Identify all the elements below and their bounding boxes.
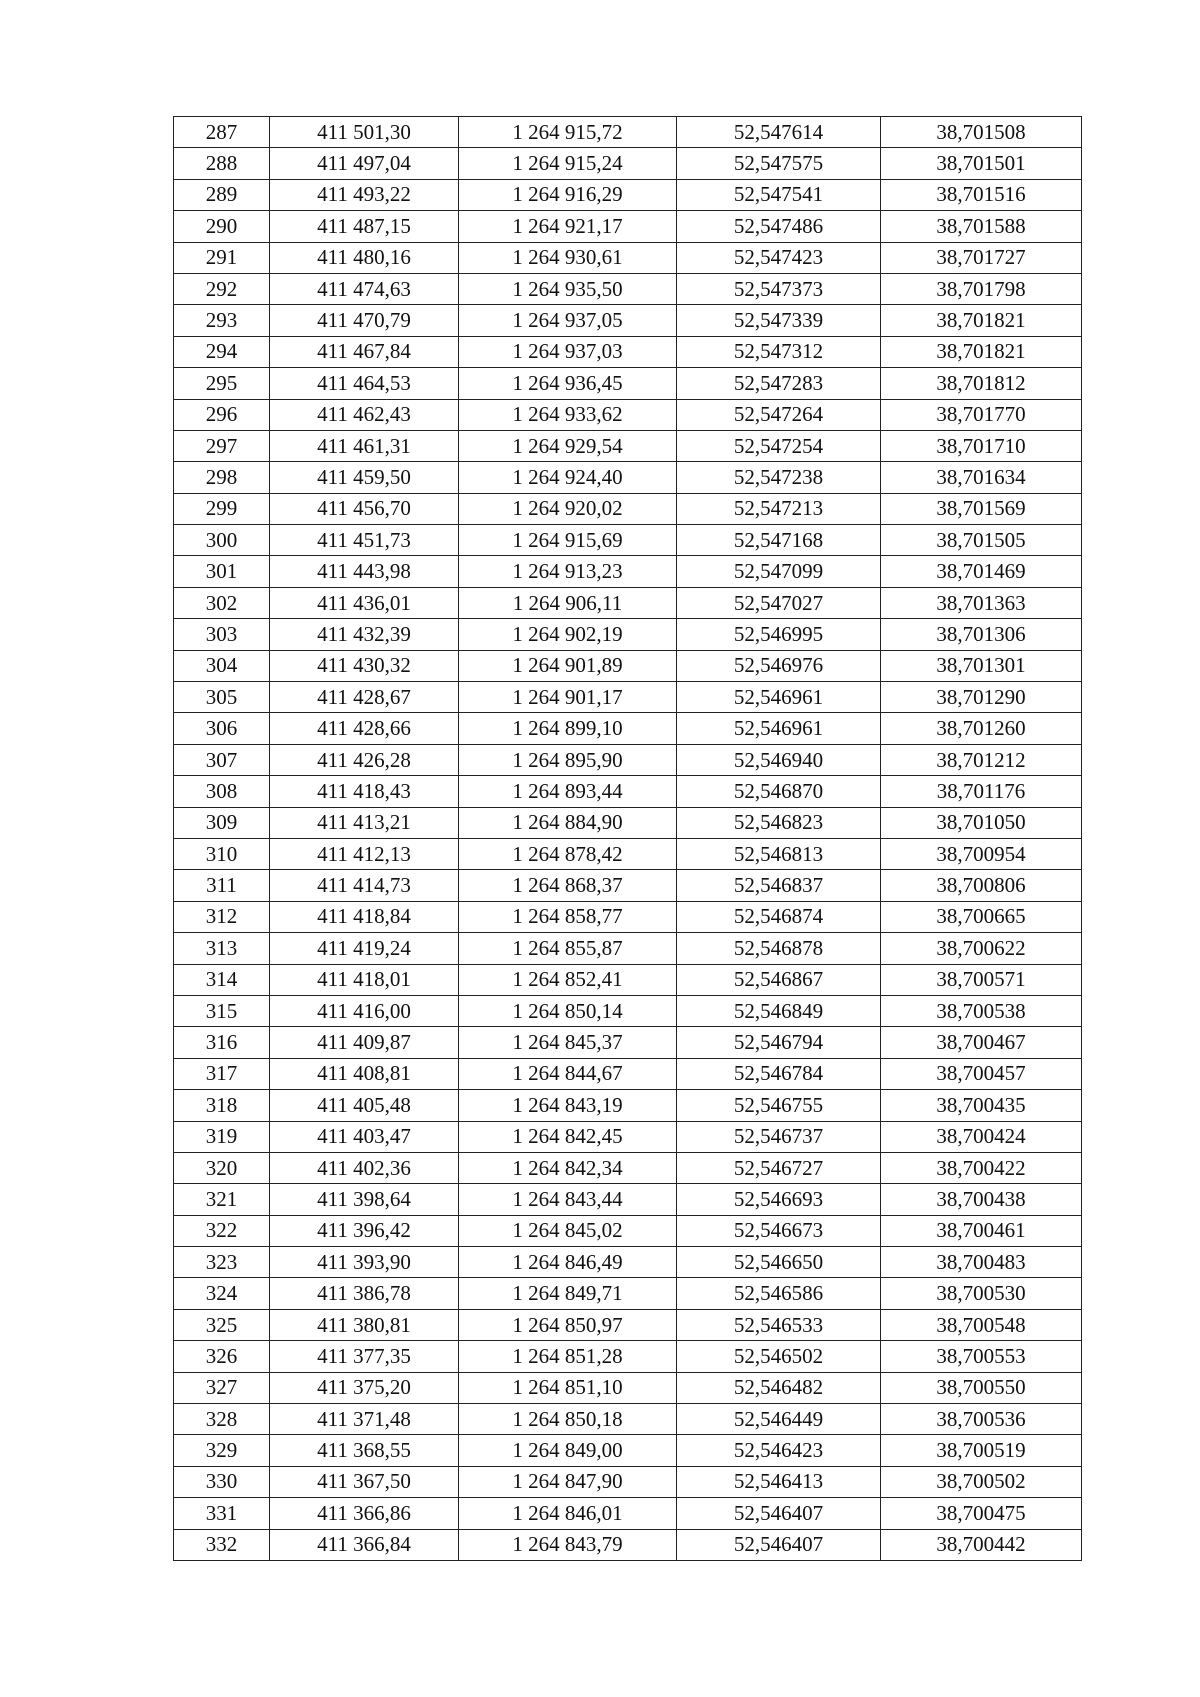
x-coordinate-cell: 411 428,67: [270, 682, 459, 713]
y-coordinate-cell: 1 264 850,97: [459, 1309, 677, 1340]
latitude-cell: 52,547486: [677, 211, 881, 242]
point-number-cell: 329: [174, 1435, 270, 1466]
latitude-cell: 52,546870: [677, 776, 881, 807]
longitude-cell: 38,700422: [881, 1152, 1082, 1183]
longitude-cell: 38,701505: [881, 525, 1082, 556]
latitude-cell: 52,546673: [677, 1215, 881, 1246]
y-coordinate-cell: 1 264 850,14: [459, 995, 677, 1026]
table-row: [174, 556, 1082, 587]
x-coordinate-cell: 411 428,66: [270, 713, 459, 744]
x-coordinate-cell: 411 414,73: [270, 870, 459, 901]
latitude-cell: 52,547099: [677, 556, 881, 587]
x-coordinate-cell: 411 418,01: [270, 964, 459, 995]
x-coordinate-cell: 411 396,42: [270, 1215, 459, 1246]
latitude-cell: 52,546784: [677, 1058, 881, 1089]
point-number-cell: 293: [174, 305, 270, 336]
x-coordinate-cell: 411 487,15: [270, 211, 459, 242]
table-row: [174, 368, 1082, 399]
longitude-cell: 38,701634: [881, 462, 1082, 493]
latitude-cell: 52,546413: [677, 1466, 881, 1497]
x-coordinate-cell: 411 459,50: [270, 462, 459, 493]
point-number-cell: 306: [174, 713, 270, 744]
longitude-cell: 38,700806: [881, 870, 1082, 901]
latitude-cell: 52,546407: [677, 1529, 881, 1560]
x-coordinate-cell: 411 474,63: [270, 273, 459, 304]
y-coordinate-cell: 1 264 851,28: [459, 1341, 677, 1372]
table-row: [174, 525, 1082, 556]
longitude-cell: 38,700538: [881, 995, 1082, 1026]
x-coordinate-cell: 411 386,78: [270, 1278, 459, 1309]
point-number-cell: 318: [174, 1090, 270, 1121]
longitude-cell: 38,701469: [881, 556, 1082, 587]
point-number-cell: 316: [174, 1027, 270, 1058]
x-coordinate-cell: 411 432,39: [270, 619, 459, 650]
table-row: [174, 305, 1082, 336]
latitude-cell: 52,546693: [677, 1184, 881, 1215]
x-coordinate-cell: 411 418,43: [270, 776, 459, 807]
table-row: [174, 179, 1082, 210]
x-coordinate-cell: 411 366,84: [270, 1529, 459, 1560]
table-row: [174, 1278, 1082, 1309]
table-row: [174, 1247, 1082, 1278]
longitude-cell: 38,701176: [881, 776, 1082, 807]
x-coordinate-cell: 411 412,13: [270, 838, 459, 869]
table-row: [174, 964, 1082, 995]
y-coordinate-cell: 1 264 878,42: [459, 838, 677, 869]
latitude-cell: 52,546849: [677, 995, 881, 1026]
point-number-cell: 288: [174, 148, 270, 179]
y-coordinate-cell: 1 264 936,45: [459, 368, 677, 399]
longitude-cell: 38,701363: [881, 587, 1082, 618]
y-coordinate-cell: 1 264 920,02: [459, 493, 677, 524]
y-coordinate-cell: 1 264 930,61: [459, 242, 677, 273]
latitude-cell: 52,546874: [677, 901, 881, 932]
latitude-cell: 52,546961: [677, 713, 881, 744]
x-coordinate-cell: 411 416,00: [270, 995, 459, 1026]
latitude-cell: 52,546650: [677, 1247, 881, 1278]
longitude-cell: 38,700483: [881, 1247, 1082, 1278]
longitude-cell: 38,701588: [881, 211, 1082, 242]
longitude-cell: 38,701050: [881, 807, 1082, 838]
latitude-cell: 52,547238: [677, 462, 881, 493]
y-coordinate-cell: 1 264 933,62: [459, 399, 677, 430]
table-row: [174, 1435, 1082, 1466]
x-coordinate-cell: 411 467,84: [270, 336, 459, 367]
x-coordinate-cell: 411 371,48: [270, 1404, 459, 1435]
table-row: [174, 901, 1082, 932]
longitude-cell: 38,700519: [881, 1435, 1082, 1466]
longitude-cell: 38,700550: [881, 1372, 1082, 1403]
x-coordinate-cell: 411 409,87: [270, 1027, 459, 1058]
point-number-cell: 328: [174, 1404, 270, 1435]
latitude-cell: 52,546502: [677, 1341, 881, 1372]
longitude-cell: 38,700571: [881, 964, 1082, 995]
point-number-cell: 302: [174, 587, 270, 618]
y-coordinate-cell: 1 264 846,01: [459, 1498, 677, 1529]
point-number-cell: 303: [174, 619, 270, 650]
y-coordinate-cell: 1 264 842,34: [459, 1152, 677, 1183]
table-row: [174, 211, 1082, 242]
x-coordinate-cell: 411 426,28: [270, 744, 459, 775]
table-row: [174, 1058, 1082, 1089]
latitude-cell: 52,547027: [677, 587, 881, 618]
point-number-cell: 309: [174, 807, 270, 838]
longitude-cell: 38,701727: [881, 242, 1082, 273]
x-coordinate-cell: 411 501,30: [270, 117, 459, 148]
table-row: [174, 1404, 1082, 1435]
point-number-cell: 321: [174, 1184, 270, 1215]
y-coordinate-cell: 1 264 901,17: [459, 682, 677, 713]
latitude-cell: 52,546961: [677, 682, 881, 713]
y-coordinate-cell: 1 264 849,00: [459, 1435, 677, 1466]
latitude-cell: 52,547614: [677, 117, 881, 148]
longitude-cell: 38,701798: [881, 273, 1082, 304]
longitude-cell: 38,700475: [881, 1498, 1082, 1529]
longitude-cell: 38,700553: [881, 1341, 1082, 1372]
latitude-cell: 52,547423: [677, 242, 881, 273]
point-number-cell: 296: [174, 399, 270, 430]
y-coordinate-cell: 1 264 844,67: [459, 1058, 677, 1089]
x-coordinate-cell: 411 462,43: [270, 399, 459, 430]
longitude-cell: 38,701821: [881, 336, 1082, 367]
latitude-cell: 52,546586: [677, 1278, 881, 1309]
table-row: [174, 117, 1082, 148]
y-coordinate-cell: 1 264 921,17: [459, 211, 677, 242]
longitude-cell: 38,700467: [881, 1027, 1082, 1058]
y-coordinate-cell: 1 264 915,72: [459, 117, 677, 148]
longitude-cell: 38,701290: [881, 682, 1082, 713]
latitude-cell: 52,547312: [677, 336, 881, 367]
point-number-cell: 323: [174, 1247, 270, 1278]
latitude-cell: 52,547575: [677, 148, 881, 179]
table-row: [174, 148, 1082, 179]
latitude-cell: 52,546837: [677, 870, 881, 901]
table-row: [174, 1121, 1082, 1152]
latitude-cell: 52,547168: [677, 525, 881, 556]
latitude-cell: 52,546727: [677, 1152, 881, 1183]
point-number-cell: 327: [174, 1372, 270, 1403]
y-coordinate-cell: 1 264 915,24: [459, 148, 677, 179]
table-row: [174, 650, 1082, 681]
table-row: [174, 807, 1082, 838]
longitude-cell: 38,701508: [881, 117, 1082, 148]
table-row: [174, 1184, 1082, 1215]
point-number-cell: 312: [174, 901, 270, 932]
y-coordinate-cell: 1 264 868,37: [459, 870, 677, 901]
latitude-cell: 52,547339: [677, 305, 881, 336]
y-coordinate-cell: 1 264 937,05: [459, 305, 677, 336]
latitude-cell: 52,546867: [677, 964, 881, 995]
table-row: [174, 273, 1082, 304]
x-coordinate-cell: 411 380,81: [270, 1309, 459, 1340]
y-coordinate-cell: 1 264 851,10: [459, 1372, 677, 1403]
table-row: [174, 242, 1082, 273]
point-number-cell: 314: [174, 964, 270, 995]
longitude-cell: 38,700548: [881, 1309, 1082, 1340]
longitude-cell: 38,700502: [881, 1466, 1082, 1497]
latitude-cell: 52,546813: [677, 838, 881, 869]
point-number-cell: 320: [174, 1152, 270, 1183]
latitude-cell: 52,546407: [677, 1498, 881, 1529]
point-number-cell: 305: [174, 682, 270, 713]
table-row: [174, 995, 1082, 1026]
longitude-cell: 38,700457: [881, 1058, 1082, 1089]
point-number-cell: 326: [174, 1341, 270, 1372]
point-number-cell: 289: [174, 179, 270, 210]
y-coordinate-cell: 1 264 895,90: [459, 744, 677, 775]
longitude-cell: 38,701306: [881, 619, 1082, 650]
y-coordinate-cell: 1 264 935,50: [459, 273, 677, 304]
x-coordinate-cell: 411 464,53: [270, 368, 459, 399]
longitude-cell: 38,701516: [881, 179, 1082, 210]
table-row: [174, 1090, 1082, 1121]
latitude-cell: 52,546482: [677, 1372, 881, 1403]
longitude-cell: 38,701260: [881, 713, 1082, 744]
longitude-cell: 38,701770: [881, 399, 1082, 430]
x-coordinate-cell: 411 480,16: [270, 242, 459, 273]
point-number-cell: 332: [174, 1529, 270, 1560]
x-coordinate-cell: 411 398,64: [270, 1184, 459, 1215]
y-coordinate-cell: 1 264 915,69: [459, 525, 677, 556]
y-coordinate-cell: 1 264 913,23: [459, 556, 677, 587]
point-number-cell: 325: [174, 1309, 270, 1340]
point-number-cell: 311: [174, 870, 270, 901]
latitude-cell: 52,547254: [677, 430, 881, 461]
table-row: [174, 1372, 1082, 1403]
point-number-cell: 292: [174, 273, 270, 304]
longitude-cell: 38,700622: [881, 933, 1082, 964]
point-number-cell: 297: [174, 430, 270, 461]
x-coordinate-cell: 411 430,32: [270, 650, 459, 681]
x-coordinate-cell: 411 375,20: [270, 1372, 459, 1403]
table-row: [174, 336, 1082, 367]
point-number-cell: 313: [174, 933, 270, 964]
y-coordinate-cell: 1 264 924,40: [459, 462, 677, 493]
y-coordinate-cell: 1 264 906,11: [459, 587, 677, 618]
table-row: [174, 1341, 1082, 1372]
table-row: [174, 744, 1082, 775]
y-coordinate-cell: 1 264 884,90: [459, 807, 677, 838]
point-number-cell: 294: [174, 336, 270, 367]
x-coordinate-cell: 411 456,70: [270, 493, 459, 524]
latitude-cell: 52,546449: [677, 1404, 881, 1435]
y-coordinate-cell: 1 264 845,37: [459, 1027, 677, 1058]
y-coordinate-cell: 1 264 899,10: [459, 713, 677, 744]
table-row: [174, 493, 1082, 524]
longitude-cell: 38,700461: [881, 1215, 1082, 1246]
table-row: [174, 619, 1082, 650]
x-coordinate-cell: 411 443,98: [270, 556, 459, 587]
latitude-cell: 52,546794: [677, 1027, 881, 1058]
longitude-cell: 38,700536: [881, 1404, 1082, 1435]
y-coordinate-cell: 1 264 846,49: [459, 1247, 677, 1278]
longitude-cell: 38,701301: [881, 650, 1082, 681]
longitude-cell: 38,701569: [881, 493, 1082, 524]
y-coordinate-cell: 1 264 901,89: [459, 650, 677, 681]
latitude-cell: 52,547283: [677, 368, 881, 399]
point-number-cell: 308: [174, 776, 270, 807]
y-coordinate-cell: 1 264 847,90: [459, 1466, 677, 1497]
x-coordinate-cell: 411 413,21: [270, 807, 459, 838]
point-number-cell: 301: [174, 556, 270, 587]
point-number-cell: 310: [174, 838, 270, 869]
table-row: [174, 933, 1082, 964]
table-row: [174, 430, 1082, 461]
point-number-cell: 290: [174, 211, 270, 242]
point-number-cell: 331: [174, 1498, 270, 1529]
longitude-cell: 38,700665: [881, 901, 1082, 932]
longitude-cell: 38,701212: [881, 744, 1082, 775]
table-row: [174, 682, 1082, 713]
x-coordinate-cell: 411 493,22: [270, 179, 459, 210]
y-coordinate-cell: 1 264 937,03: [459, 336, 677, 367]
latitude-cell: 52,546755: [677, 1090, 881, 1121]
latitude-cell: 52,547264: [677, 399, 881, 430]
table-row: [174, 587, 1082, 618]
y-coordinate-cell: 1 264 843,79: [459, 1529, 677, 1560]
y-coordinate-cell: 1 264 858,77: [459, 901, 677, 932]
x-coordinate-cell: 411 497,04: [270, 148, 459, 179]
point-number-cell: 317: [174, 1058, 270, 1089]
latitude-cell: 52,546737: [677, 1121, 881, 1152]
point-number-cell: 315: [174, 995, 270, 1026]
point-number-cell: 304: [174, 650, 270, 681]
x-coordinate-cell: 411 419,24: [270, 933, 459, 964]
table-row: [174, 1498, 1082, 1529]
x-coordinate-cell: 411 367,50: [270, 1466, 459, 1497]
x-coordinate-cell: 411 377,35: [270, 1341, 459, 1372]
latitude-cell: 52,546423: [677, 1435, 881, 1466]
x-coordinate-cell: 411 451,73: [270, 525, 459, 556]
y-coordinate-cell: 1 264 855,87: [459, 933, 677, 964]
point-number-cell: 298: [174, 462, 270, 493]
x-coordinate-cell: 411 418,84: [270, 901, 459, 932]
table-row: [174, 1027, 1082, 1058]
y-coordinate-cell: 1 264 852,41: [459, 964, 677, 995]
table-row: [174, 713, 1082, 744]
y-coordinate-cell: 1 264 929,54: [459, 430, 677, 461]
x-coordinate-cell: 411 436,01: [270, 587, 459, 618]
longitude-cell: 38,700438: [881, 1184, 1082, 1215]
x-coordinate-cell: 411 405,48: [270, 1090, 459, 1121]
y-coordinate-cell: 1 264 843,19: [459, 1090, 677, 1121]
x-coordinate-cell: 411 366,86: [270, 1498, 459, 1529]
longitude-cell: 38,700435: [881, 1090, 1082, 1121]
longitude-cell: 38,701501: [881, 148, 1082, 179]
y-coordinate-cell: 1 264 902,19: [459, 619, 677, 650]
latitude-cell: 52,547541: [677, 179, 881, 210]
longitude-cell: 38,701710: [881, 430, 1082, 461]
point-number-cell: 330: [174, 1466, 270, 1497]
x-coordinate-cell: 411 461,31: [270, 430, 459, 461]
y-coordinate-cell: 1 264 850,18: [459, 1404, 677, 1435]
point-number-cell: 287: [174, 117, 270, 148]
latitude-cell: 52,546976: [677, 650, 881, 681]
coordinates-table: [173, 116, 1082, 1561]
table-row: [174, 1152, 1082, 1183]
x-coordinate-cell: 411 470,79: [270, 305, 459, 336]
y-coordinate-cell: 1 264 849,71: [459, 1278, 677, 1309]
table-row: [174, 1309, 1082, 1340]
latitude-cell: 52,546940: [677, 744, 881, 775]
point-number-cell: 295: [174, 368, 270, 399]
point-number-cell: 300: [174, 525, 270, 556]
table-row: [174, 838, 1082, 869]
y-coordinate-cell: 1 264 845,02: [459, 1215, 677, 1246]
longitude-cell: 38,700424: [881, 1121, 1082, 1152]
latitude-cell: 52,546533: [677, 1309, 881, 1340]
point-number-cell: 299: [174, 493, 270, 524]
latitude-cell: 52,546878: [677, 933, 881, 964]
point-number-cell: 307: [174, 744, 270, 775]
x-coordinate-cell: 411 368,55: [270, 1435, 459, 1466]
x-coordinate-cell: 411 408,81: [270, 1058, 459, 1089]
longitude-cell: 38,701812: [881, 368, 1082, 399]
longitude-cell: 38,700530: [881, 1278, 1082, 1309]
table-row: [174, 870, 1082, 901]
latitude-cell: 52,547373: [677, 273, 881, 304]
point-number-cell: 324: [174, 1278, 270, 1309]
table-row: [174, 1466, 1082, 1497]
longitude-cell: 38,700442: [881, 1529, 1082, 1560]
x-coordinate-cell: 411 402,36: [270, 1152, 459, 1183]
longitude-cell: 38,701821: [881, 305, 1082, 336]
point-number-cell: 322: [174, 1215, 270, 1246]
longitude-cell: 38,700954: [881, 838, 1082, 869]
table-row: [174, 1529, 1082, 1560]
y-coordinate-cell: 1 264 843,44: [459, 1184, 677, 1215]
latitude-cell: 52,546995: [677, 619, 881, 650]
latitude-cell: 52,547213: [677, 493, 881, 524]
table-row: [174, 1215, 1082, 1246]
table-row: [174, 462, 1082, 493]
y-coordinate-cell: 1 264 916,29: [459, 179, 677, 210]
y-coordinate-cell: 1 264 842,45: [459, 1121, 677, 1152]
point-number-cell: 319: [174, 1121, 270, 1152]
coordinates-table-body: [174, 117, 1082, 1561]
x-coordinate-cell: 411 393,90: [270, 1247, 459, 1278]
x-coordinate-cell: 411 403,47: [270, 1121, 459, 1152]
point-number-cell: 291: [174, 242, 270, 273]
table-row: [174, 776, 1082, 807]
y-coordinate-cell: 1 264 893,44: [459, 776, 677, 807]
latitude-cell: 52,546823: [677, 807, 881, 838]
table-row: [174, 399, 1082, 430]
